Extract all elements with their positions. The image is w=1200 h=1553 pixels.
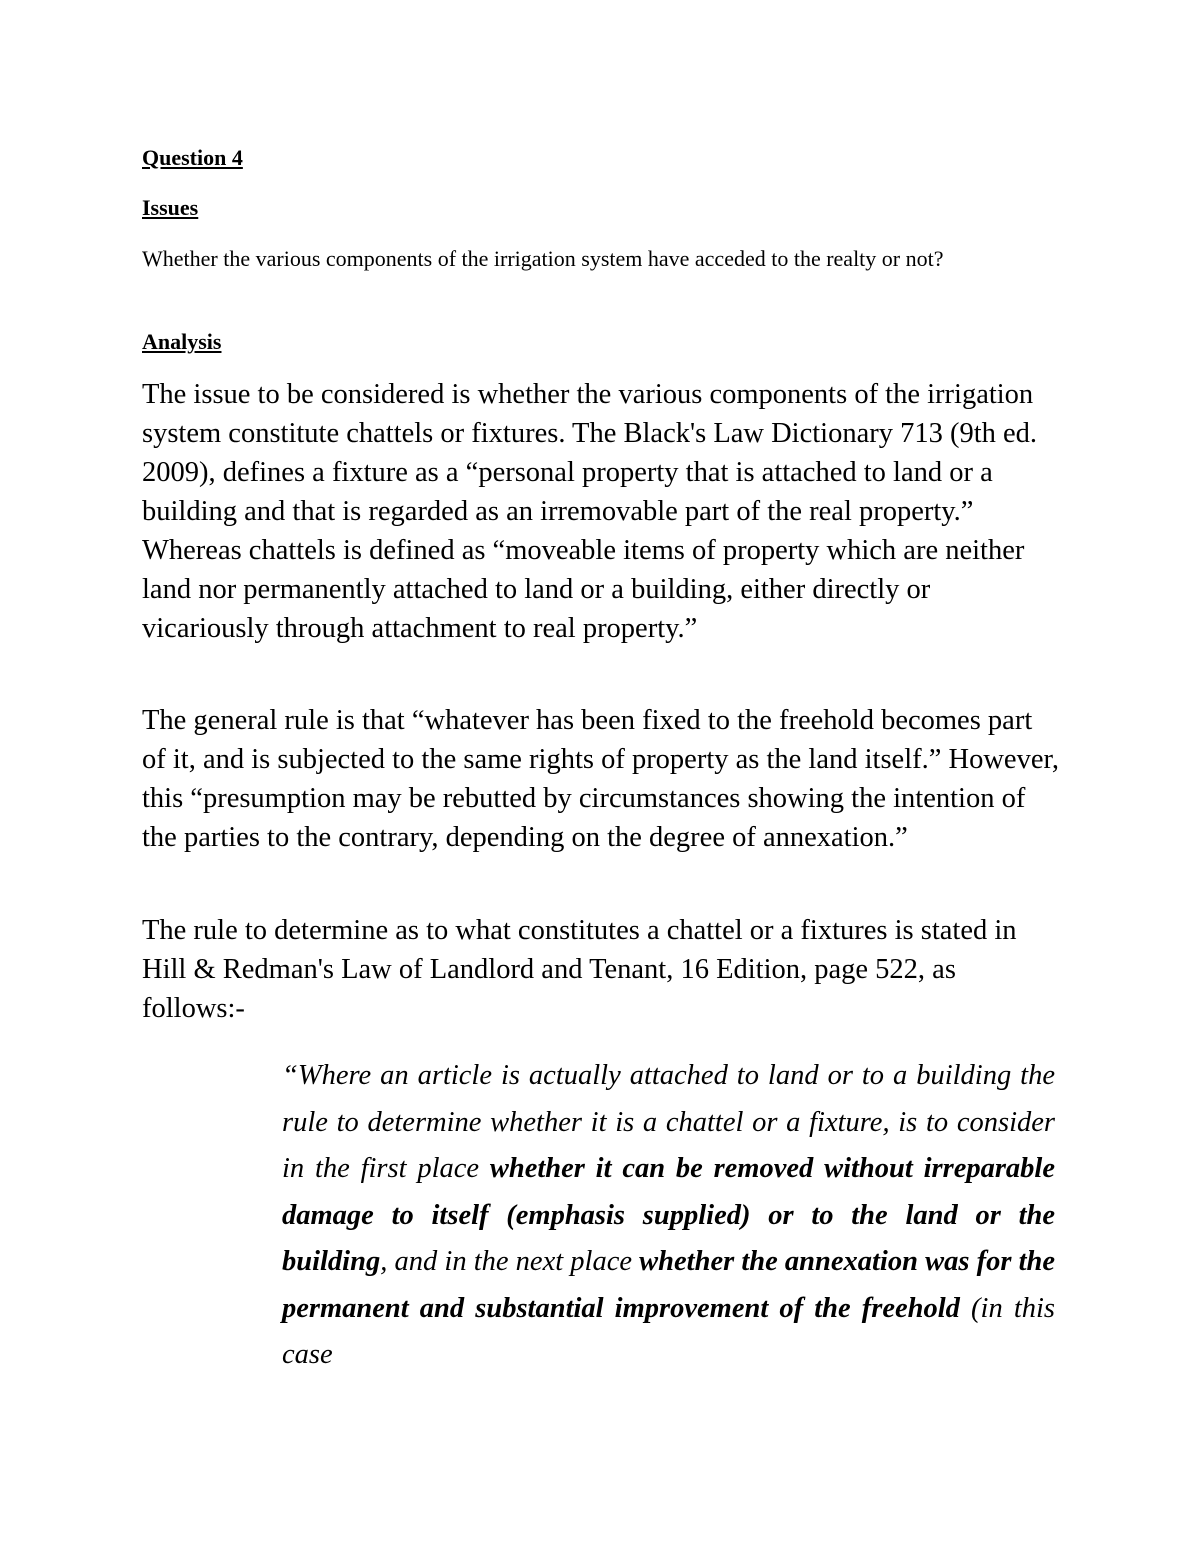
quote-text-2: , and in the next place <box>380 1246 640 1277</box>
quote-text-1: “Where an article is actually attached to land or to a building the rule to determine whether it is a chattel or a fixture, is to consider in the first place <box>282 1060 1055 1184</box>
quote-emphasis-2: whether the annexation was for the permanent and substantial improvement of the freehold <box>282 1246 1055 1324</box>
issues-heading: Issues <box>142 195 199 220</box>
analysis-paragraph-3: The rule to determine as to what constitutes a chattel or a fixtures is stated in Hill & Redman's Law of Landlord and Tenant, 16 Edition, page 522, as follows:- <box>142 915 1017 1024</box>
analysis-paragraph-1: The issue to be considered is whether the various components of the irrigation system constitute chattels or fixtures. The Black's Law Dictionary 713 (9th ed. 2009), defines a fixture as a “personal property that is attached to land or a building and that is regarded as an irremovable part of the real property.” Whereas chattels is defined as “moveable items of property which are neither land nor permanently attached to land or a building, either directly or vicariously through attachment to real property.” <box>142 379 1038 644</box>
quote-emphasis-1: whether it can be removed without irreparable damage to itself (emphasis supplied) or to the land or the building <box>282 1153 1056 1277</box>
quote-text-3: (in this case <box>282 1292 1055 1370</box>
issues-text: Whether the various components of the irrigation system have acceded to the realty or not? <box>142 246 944 271</box>
analysis-paragraph-2: The general rule is that “whatever has been fixed to the freehold becomes part of it, and is subjected to the same rights of property as the land itself.” However, this “presumption may be rebutted by circumstances showing the intention of the parties to the contrary, depending on the degree of annexation.” <box>142 705 1059 853</box>
analysis-heading: Analysis <box>142 329 222 354</box>
block-quote <box>282 1053 1055 1379</box>
question-heading: Question 4 <box>142 145 243 170</box>
